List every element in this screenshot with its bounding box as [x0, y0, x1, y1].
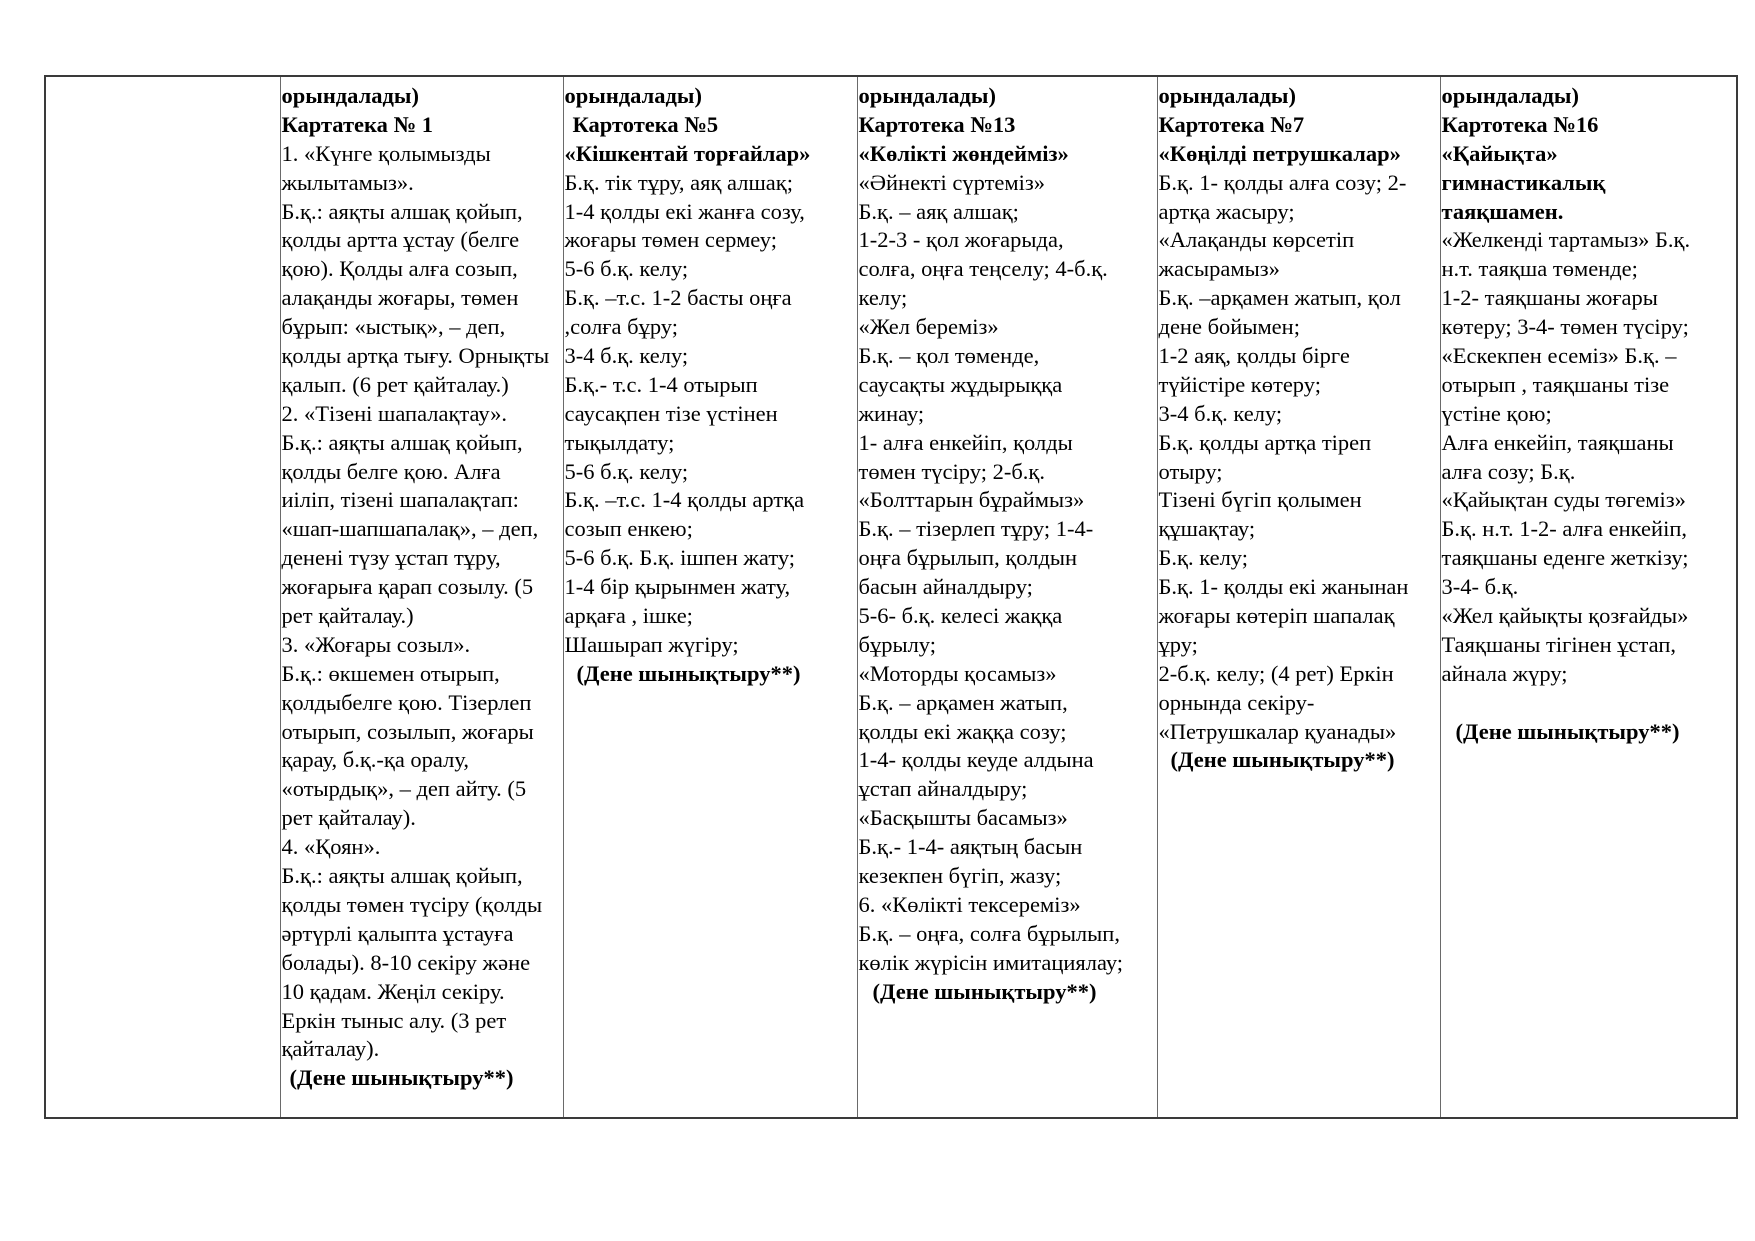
- text-line: 5-6 б.қ. Б.қ. ішпен жату;: [564, 545, 796, 571]
- text-line: жоғарыға қарап созылу. (5: [281, 574, 534, 600]
- text-line: Б.қ.: аяқты алшақ қойып,: [281, 429, 523, 455]
- text-line: Б.қ. –арқамен жатып, қол: [1158, 285, 1401, 311]
- text-line: Алға енкейіп, таяқшаны: [1441, 429, 1674, 455]
- text-line: ұру;: [1158, 631, 1198, 657]
- text-line: қолдыбелге қою. Тізерлеп: [281, 689, 532, 715]
- text-line: Б.қ. – аяқ алшақ;: [858, 198, 1019, 224]
- text-line: Картотека №7: [1158, 111, 1305, 137]
- column-kartoteka-1: [280, 76, 563, 1118]
- text-line: дене бойымен;: [1158, 314, 1300, 340]
- text-line: денені түзу ұстап тұру,: [281, 545, 501, 571]
- text-line: артқа жасыру;: [1158, 198, 1295, 224]
- text-line: келу;: [858, 285, 908, 311]
- text-line: бұрып: «ыстық», – деп,: [281, 314, 506, 340]
- column-kartoteka-7: [1157, 76, 1440, 1118]
- text-line: иіліп, тізені шапалақтап:: [281, 487, 519, 513]
- text-line: «Қайықта»: [1441, 140, 1558, 166]
- text-line: орнында секіру-: [1158, 689, 1315, 715]
- text-line: Б.қ.: аяқты алшақ қойып,: [281, 863, 523, 889]
- text-line: саусақпен тізе үстінен: [564, 400, 778, 426]
- text-line: Тізені бүгіп қолымен: [1158, 487, 1362, 513]
- text-line: таяқшаны еденге жеткізу;: [1441, 545, 1689, 571]
- text-line: Б.қ.: аяқты алшақ қойып,: [281, 198, 523, 224]
- text-line: «Кішкентай торғайлар»: [564, 140, 811, 166]
- text-line: 1-2 аяқ, қолды бірге: [1158, 343, 1350, 369]
- text-line: айнала жүру;: [1441, 660, 1568, 686]
- text-line: Б.қ. қолды артқа тіреп: [1158, 429, 1372, 455]
- text-line: солға, оңға теңселу; 4-б.қ.: [858, 256, 1108, 282]
- text-line: Б.қ. – оңға, солға бұрылып,: [858, 920, 1120, 946]
- text-line: «Жел қайықты қозғайды»: [1441, 603, 1689, 629]
- text-line: үстіне қою;: [1441, 400, 1552, 426]
- text-line: 5-6- б.қ. келесі жаққа: [858, 603, 1063, 629]
- text-line: Б.қ. тік тұру, аяқ алшақ;: [564, 169, 793, 195]
- text-line: оңға бұрылып, қолдын: [858, 545, 1078, 571]
- text-line: Б.қ. 1- қолды екі жанынан: [1158, 574, 1409, 600]
- text-line: (Дене шынықтыру**): [1170, 747, 1395, 773]
- text-line: қалып. (6 рет қайталау.): [281, 371, 509, 397]
- text-line: Б.қ. келу;: [1158, 545, 1249, 571]
- text-line: «Әйнекті сүртеміз»: [858, 169, 1046, 195]
- text-line: созып енкею;: [564, 516, 693, 542]
- text-line: 5-6 б.қ. келу;: [564, 458, 689, 484]
- text-line: жинау;: [858, 400, 925, 426]
- text-line: 3-4 б.қ. келу;: [564, 343, 689, 369]
- text-line: 3. «Жоғары созыл».: [281, 631, 471, 657]
- text-line: орындалады): [564, 83, 702, 108]
- text-line: тықылдату;: [564, 429, 675, 455]
- text-line: жылытамыз».: [281, 169, 414, 195]
- text-line: отырып, созылып, жоғары: [281, 718, 534, 744]
- text-line: жоғары көтеріп шапалақ: [1158, 603, 1395, 629]
- text-line: қайталау).: [281, 1036, 380, 1062]
- text-line: орындалады): [1158, 83, 1296, 108]
- text-line: түйістіре көтеру;: [1158, 371, 1321, 397]
- text-line: рет қайталау.): [281, 603, 414, 629]
- text-line: 6. «Көлікті тексереміз»: [858, 891, 1081, 917]
- text-line: 1-4 бір қырынмен жату,: [564, 574, 791, 600]
- text-line: 1- алға енкейіп, қолды: [858, 429, 1073, 455]
- text-line: Б.қ.- т.с. 1-4 отырып: [564, 371, 758, 397]
- text-line: ,солға бұру;: [564, 314, 678, 340]
- text-line: бұрылу;: [858, 631, 936, 657]
- text-line: Б.қ. н.т. 1-2- алға енкейіп,: [1441, 516, 1687, 542]
- column-kartoteka-13: [857, 76, 1157, 1118]
- text-line: «Ескекпен есеміз» Б.қ. –: [1441, 343, 1677, 369]
- text-line: арқаға , ішке;: [564, 603, 693, 629]
- text-line: төмен түсіру; 2-б.қ.: [858, 458, 1045, 484]
- text-line: «Көңілді петрушкалар»: [1158, 140, 1401, 166]
- text-line: «отырдық», – деп айту. (5: [281, 776, 527, 802]
- text-line: орындалады): [1441, 83, 1579, 108]
- column-empty: [45, 76, 280, 1118]
- text-line: Картотека №16: [1441, 111, 1599, 137]
- text-line: орындалады): [858, 83, 996, 108]
- text-line: Б.қ. –т.с. 1-2 басты оңға: [564, 285, 792, 311]
- text-line: Картатека № 1: [281, 111, 434, 137]
- text-line: Таяқшаны тігінен ұстап,: [1441, 631, 1677, 657]
- text-line: Еркін тыныс алу. (3 рет: [281, 1007, 507, 1033]
- text-line: «Петрушкалар қуанады»: [1158, 718, 1397, 744]
- text-line: гимнастикалық: [1441, 169, 1606, 195]
- text-line: 3-4 б.қ. келу;: [1158, 400, 1283, 426]
- text-line: Б.қ.: өкшемен отырып,: [281, 660, 500, 686]
- column-kartoteka-5: [563, 76, 857, 1118]
- text-line: рет қайталау).: [281, 805, 416, 831]
- text-line: 5-6 б.қ. келу;: [564, 256, 689, 282]
- text-line: «шап-шапшапалақ», – деп,: [281, 516, 539, 542]
- text-line: 4. «Қоян».: [281, 834, 381, 860]
- text-line: (Дене шынықтыру**): [872, 978, 1097, 1004]
- text-line: Шашырап жүгіру;: [564, 631, 739, 657]
- text-line: (Дене шынықтыру**): [1455, 718, 1680, 744]
- text-line: 1-2-3 - қол жоғарыда,: [858, 227, 1064, 253]
- text-line: басын айналдыру;: [858, 574, 1033, 600]
- text-line: қолды екі жаққа созу;: [858, 718, 1067, 744]
- text-line: (Дене шынықтыру**): [289, 1065, 514, 1091]
- text-line: Картотека №13: [858, 111, 1016, 137]
- text-line: қолды төмен түсіру (қолды: [281, 891, 543, 917]
- text-line: 1. «Күнге қолымызды: [281, 140, 491, 166]
- table-row: [45, 76, 1737, 1118]
- text-line: көтеру; 3-4- төмен түсіру;: [1441, 314, 1689, 340]
- text-line: қолды белге қою. Алға: [281, 458, 501, 484]
- text-line: қою). Қолды алға созып,: [281, 256, 518, 282]
- text-line: «Алақанды көрсетіп: [1158, 227, 1355, 253]
- text-line: құшақтау;: [1158, 516, 1256, 542]
- text-line: қолды артқа тығу. Орнықты: [281, 343, 550, 369]
- text-line: жоғары төмен сермеу;: [564, 227, 777, 253]
- text-line: Б.қ. – тізерлеп тұру; 1-4-: [858, 516, 1094, 542]
- text-line: «Басқышты басамыз»: [858, 805, 1068, 831]
- text-line: әртүрлі қалыпта ұстауға: [281, 920, 514, 946]
- text-line: көлік жүрісін имитациялау;: [858, 949, 1124, 975]
- text-line: жасырамыз»: [1158, 256, 1280, 282]
- text-line: таяқшамен.: [1441, 198, 1564, 224]
- text-line: Б.қ.- 1-4- аяқтың басын: [858, 834, 1083, 860]
- text-line: қарау, б.қ.-қа оралу,: [281, 747, 469, 773]
- text-line: н.т. таяқша төменде;: [1441, 256, 1638, 282]
- text-line: қолды артта ұстау (белге: [281, 227, 520, 253]
- text-line: саусақты жұдырыққа: [858, 371, 1063, 397]
- text-line: [1442, 689, 1737, 718]
- text-line: алақанды жоғары, төмен: [281, 285, 519, 311]
- text-line: орындалады): [281, 83, 419, 108]
- text-line: Б.қ. –т.с. 1-4 қолды артқа: [564, 487, 805, 513]
- text-line: «Моторды қосамыз»: [858, 660, 1057, 686]
- text-line: Б.қ. – арқамен жатып,: [858, 689, 1068, 715]
- text-line: кезекпен бүгіп, жазу;: [858, 863, 1062, 889]
- text-line: Картотека №5: [572, 111, 719, 137]
- text-line: 1-2- таяқшаны жоғары: [1441, 285, 1658, 311]
- text-line: «Болттарын бұраймыз»: [858, 487, 1085, 513]
- text-line: отырып , таяқшаны тізе: [1441, 371, 1670, 397]
- text-line: «Қайықтан суды төгеміз»: [1441, 487, 1686, 513]
- text-line: Б.қ. – қол төменде,: [858, 343, 1040, 369]
- text-line: 2. «Тізені шапалақтау».: [281, 400, 508, 426]
- text-line: (Дене шынықтыру**): [576, 660, 801, 686]
- text-line: 10 қадам. Жеңіл секіру.: [281, 978, 505, 1004]
- text-line: 1-4 қолды екі жанға созу,: [564, 198, 805, 224]
- text-line: отыру;: [1158, 458, 1223, 484]
- column-kartoteka-16: [1440, 76, 1737, 1118]
- text-line: «Жел береміз»: [858, 314, 999, 340]
- text-line: ұстап айналдыру;: [858, 776, 1028, 802]
- text-line: «Желкенді тартамыз» Б.қ.: [1441, 227, 1691, 253]
- text-line: 2-б.қ. келу; (4 рет) Еркін: [1158, 660, 1394, 686]
- text-line: болады). 8-10 секіру және: [281, 949, 531, 975]
- text-line: 3-4- б.қ.: [1441, 574, 1519, 600]
- text-line: Б.қ. 1- қолды алға созу; 2-: [1158, 169, 1407, 195]
- text-line: алға созу; Б.қ.: [1441, 458, 1576, 484]
- schedule-table: [44, 75, 1738, 1119]
- text-line: 1-4- қолды кеуде алдына: [858, 747, 1094, 773]
- text-line: «Көлікті жөндейміз»: [858, 140, 1069, 166]
